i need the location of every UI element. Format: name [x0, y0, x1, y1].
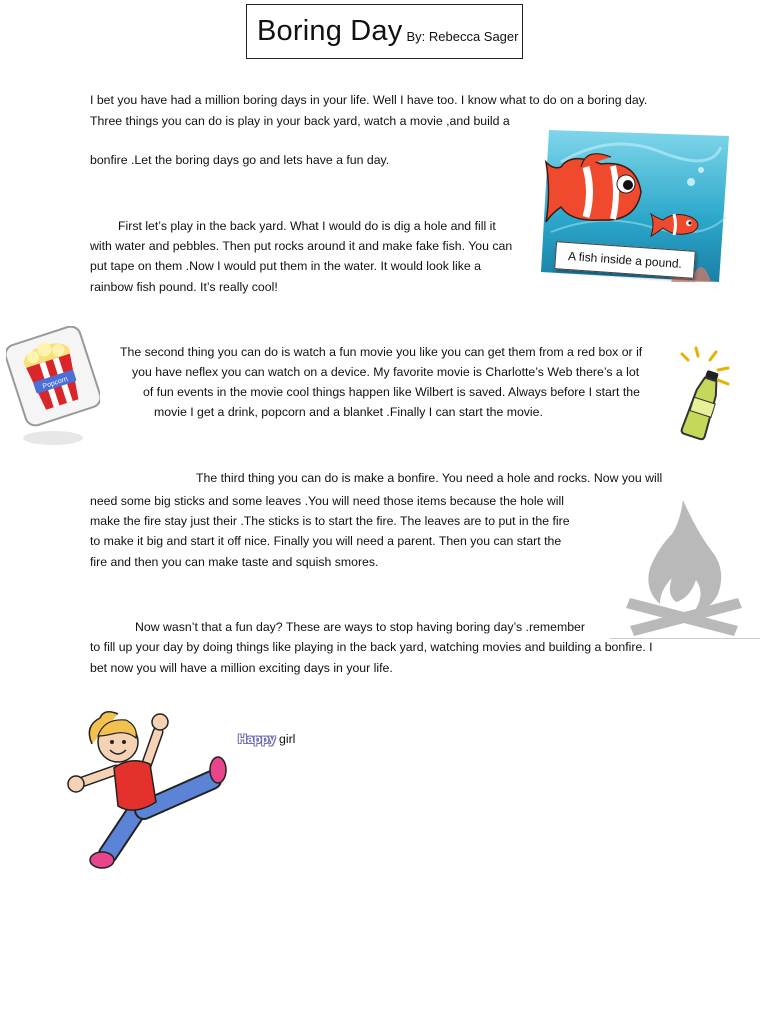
paragraph-3-line-3: of fun events in the movie cool things happen like Wilbert is saved. Always before I start the — [143, 385, 640, 399]
campfire-image — [610, 494, 760, 639]
popcorn-label: Popcorn — [41, 375, 69, 391]
paragraph-4-line-2: need some big sticks and some leaves .You will need those items because the hole will — [90, 494, 564, 508]
page-title: Boring Day — [257, 15, 403, 47]
popcorn-image — [6, 326, 100, 450]
paragraph-2-line-3: put tape on them .Now I would put them in the water. It would look like a — [90, 259, 481, 273]
paragraph-2-line-4: rainbow fish pound. It’s really cool! — [90, 280, 278, 294]
paragraph-4-line-3: make the fire stay just their .The sticks is to start the fire. The leaves are to put in the fire — [90, 514, 570, 528]
paragraph-5-line-3: bet now you will have a million exciting days in your life. — [90, 661, 393, 675]
paragraph-1-line-2: Three things you can do is play in your back yard, watch a movie ,and build a — [90, 114, 510, 128]
fish-caption: A fish inside a pound. — [554, 241, 696, 279]
paragraph-4-line-1: The third thing you can do is make a bonfire. You need a hole and rocks. Now you will — [196, 471, 663, 485]
campfire-icon — [610, 494, 760, 638]
girl-caption — [238, 729, 295, 749]
girl-caption-word-girl: girl — [279, 732, 296, 746]
paragraph-5-line-1: Now wasn’t that a fun day? These are ways to stop having boring day’s .remember — [135, 620, 585, 634]
paragraph-5-line-2: to fill up your day by doing things like playing in the back yard, watching movies and building a bonfire. I — [90, 640, 653, 654]
paragraph-4-line-5: fire and then you can make taste and squish smores. — [90, 555, 379, 569]
happy-girl-illustration-icon — [60, 704, 236, 872]
paragraph-2-line-1: First let’s play in the back yard. What I would do is dig a hole and fill it — [118, 219, 496, 233]
paragraph-3-line-2: you have neflex you can watch on a device. My favorite movie is Charlotte’s Web there’s a lot — [132, 365, 640, 379]
paragraph-3-line-4: movie I get a drink, popcorn and a blanket .Finally I can start the movie. — [154, 405, 543, 419]
soda-bottle-icon — [668, 346, 734, 442]
bottle-image — [668, 346, 734, 442]
paragraph-4-line-4: to make it big and start it off nice. Finally you will need a parent. Then you can start the — [90, 534, 562, 548]
paragraph-3-line-1: The second thing you can do is watch a fun movie you like you can get them from a red box or if — [120, 345, 643, 359]
happy-girl-image — [60, 704, 236, 872]
popcorn-bucket-icon — [6, 326, 100, 450]
byline: By: Rebecca Sager — [406, 29, 519, 44]
title-box — [246, 4, 523, 59]
paragraph-2-line-2: with water and pebbles. Then put rocks around it and make fake fish. You can — [90, 239, 513, 253]
paragraph-1-line-1: I bet you have had a million boring days in your life. Well I have too. I know what to do on a boring day. — [90, 93, 648, 107]
paragraph-1-line-3: bonfire .Let the boring days go and lets have a fun day. — [90, 153, 390, 167]
girl-caption-word-happy: Happy — [238, 732, 276, 746]
